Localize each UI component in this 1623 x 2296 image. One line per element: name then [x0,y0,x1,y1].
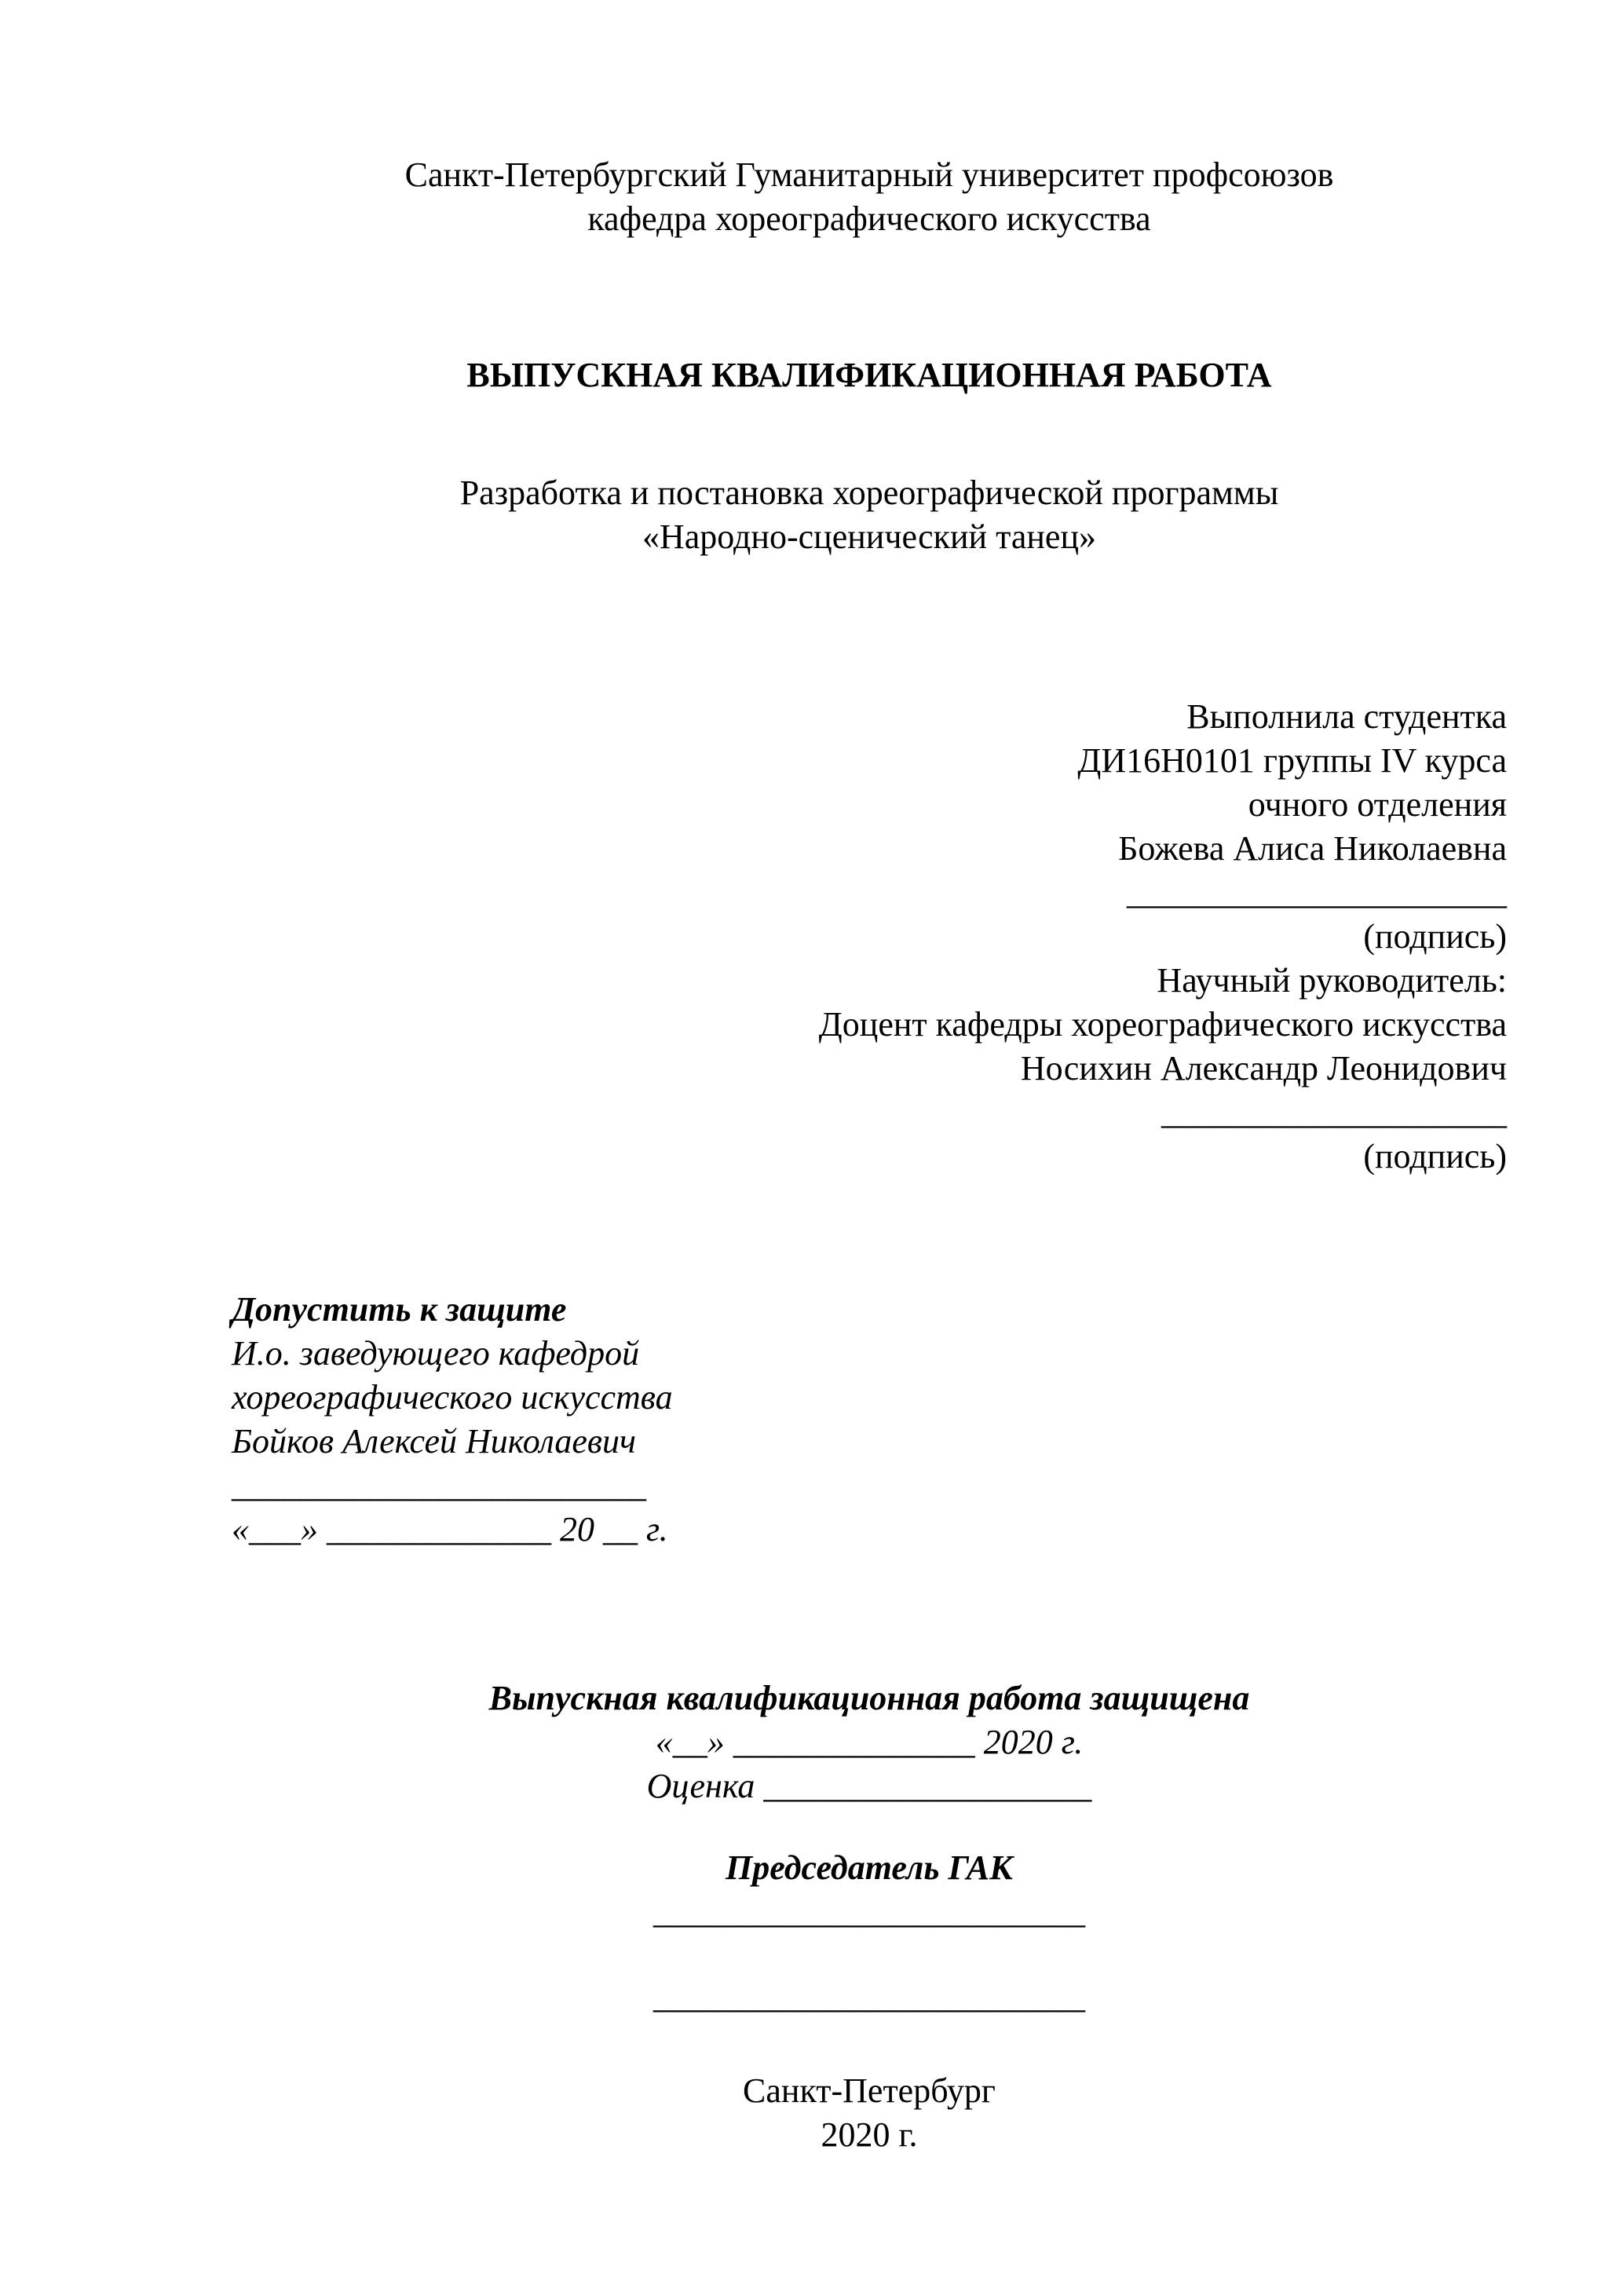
admission-date-line: «___» _____________ 20 __ г. [232,1510,668,1548]
admission-position-line2: хореографического искусства [232,1378,673,1417]
defense-title: Выпускная квалификационная работа защищена [488,1679,1250,1717]
advisor-signature-line: ____________________ [1161,1093,1507,1132]
admission-head-name: Бойков Алексей Николаевич [232,1422,636,1461]
advisor-position: Доцент кафедры хореографического искусства [818,1005,1507,1044]
work-title-line2: «Народно-сценический танец» [642,517,1096,556]
defense-block [232,1676,1507,1808]
footer-city: Санкт-Петербург [743,2071,996,2110]
student-department-form: очного отделения [1248,785,1507,824]
chairman-signature-line1: _________________________ [653,1892,1085,1931]
university-name: Санкт-Петербургский Гуманитарный университет профсоюзов [404,155,1334,194]
footer-block [232,2069,1507,2157]
chairman-title: Председатель ГАК [726,1848,1013,1887]
chairman-signature-line2: _________________________ [653,1977,1085,2016]
advisor-signature-label: (подпись) [1363,1137,1507,1175]
defense-date-line: «__» ______________ 2020 г. [655,1723,1084,1761]
student-signature-line: ______________________ [1127,873,1507,912]
work-title [232,471,1507,559]
admission-position-line1: И.о. заведующего кафедрой [232,1334,640,1373]
student-group: ДИ16Н0101 группы IV курса [1077,741,1507,780]
department-name: кафедра хореографического искусства [587,199,1151,238]
admission-block [232,1288,1507,1552]
student-and-advisor-block [232,695,1507,1179]
student-signature-label: (подпись) [1363,917,1507,956]
student-name: Божева Алиса Николаевна [1118,829,1507,868]
defense-grade-line: Оценка ___________________ [646,1767,1092,1805]
university-header [232,153,1507,241]
footer-year: 2020 г. [821,2115,918,2154]
work-type-title: ВЫПУСКНАЯ КВАЛИФИКАЦИОННАЯ РАБОТА [466,356,1272,394]
advisor-role: Научный руководитель: [1157,961,1507,1000]
admission-title: Допустить к защите [232,1290,567,1329]
work-title-line1: Разработка и постановка хореографической программы [459,473,1279,512]
chairman-block [232,1846,1507,2019]
advisor-name: Носихин Александр Леонидович [1020,1049,1507,1088]
admission-signature-line: ________________________ [232,1466,646,1504]
student-role: Выполнила студентка [1186,697,1507,736]
